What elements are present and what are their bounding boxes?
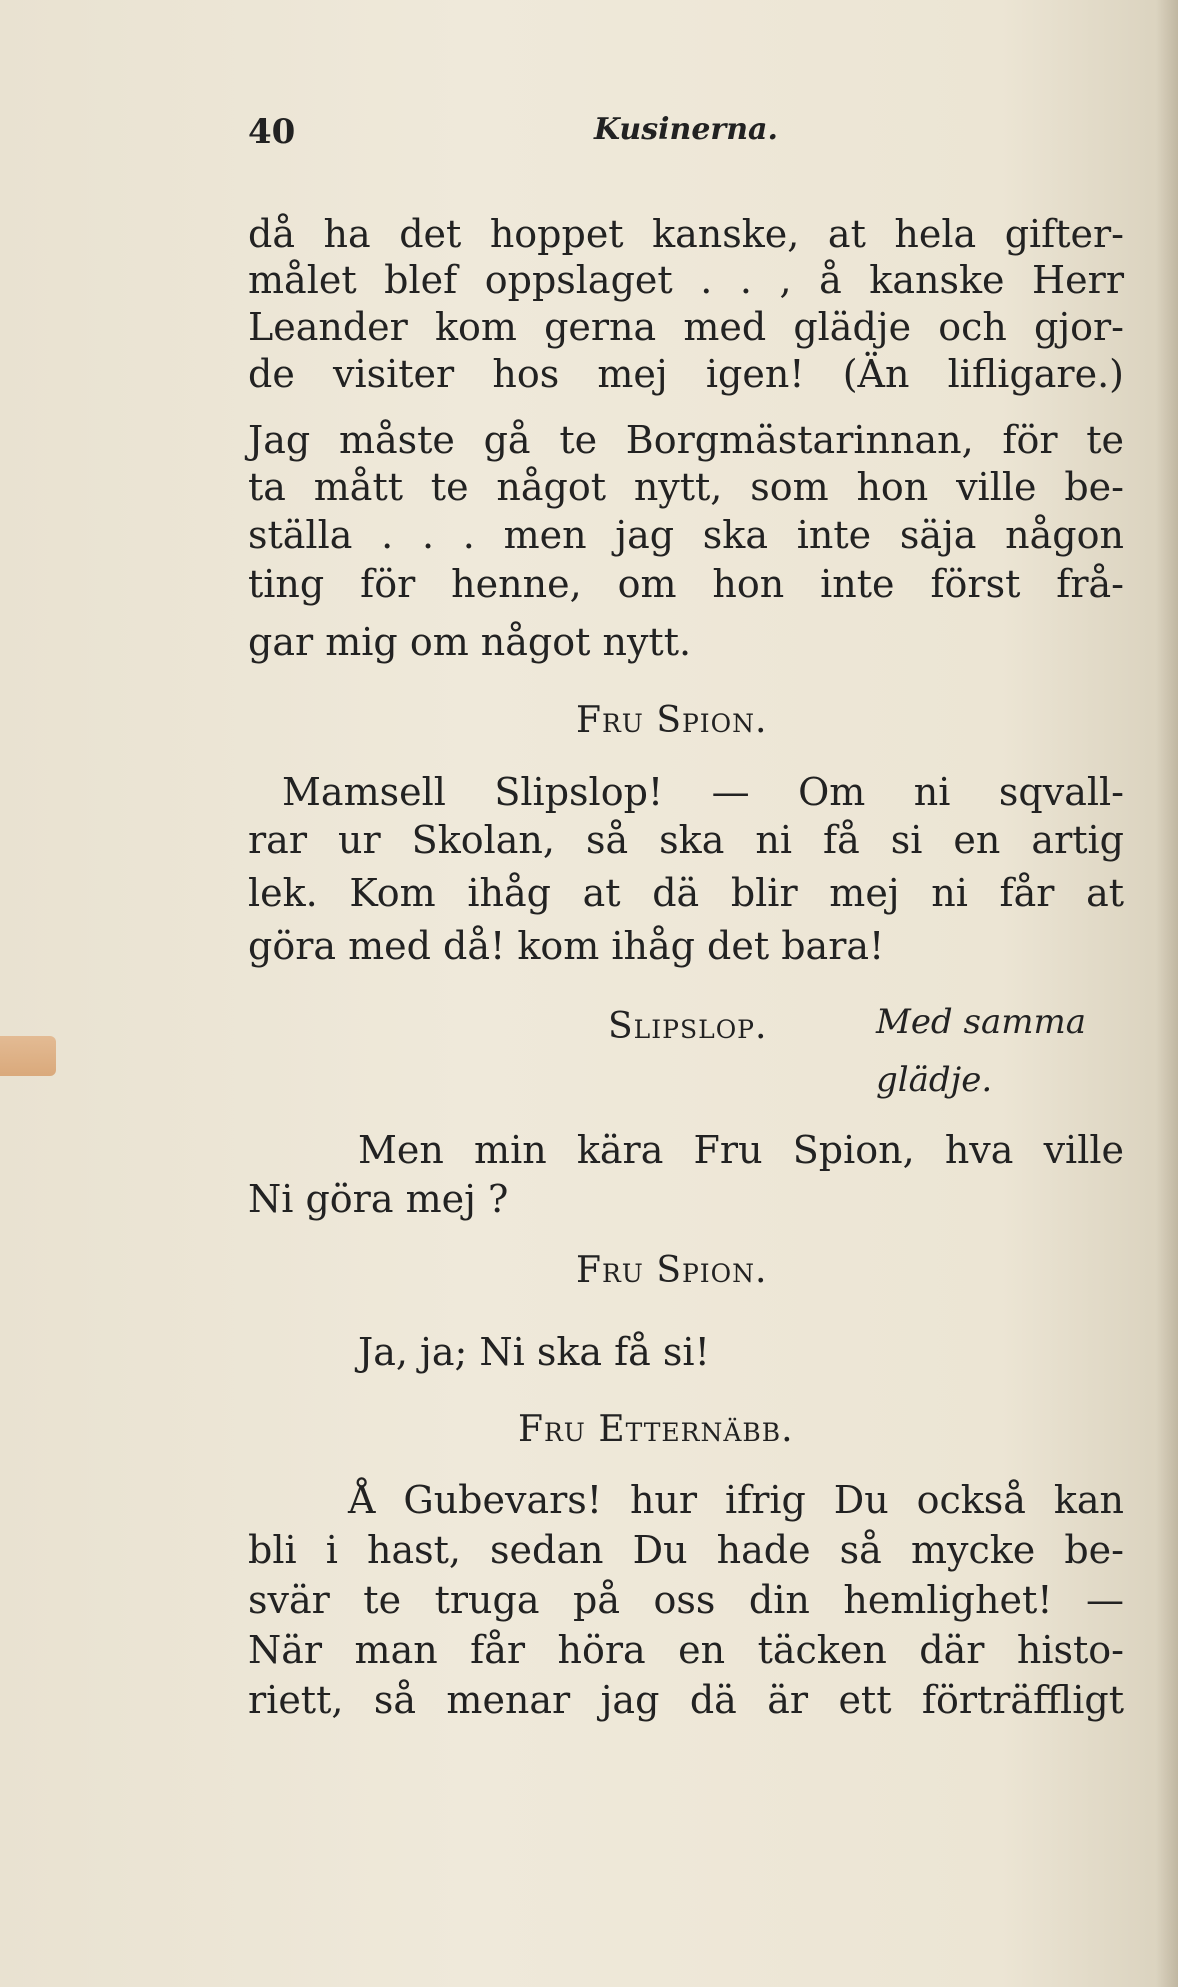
- text-line: riett, så menar jag dä är ett förträffligt: [248, 1678, 1124, 1722]
- text-line: Å Gubevars! hur ifrig Du också kan: [348, 1478, 1124, 1522]
- text-line: gar mig om något nytt.: [248, 620, 692, 664]
- speaker-name: Fru Spion.: [576, 1250, 768, 1291]
- speaker-name: Fru Spion.: [576, 700, 768, 741]
- text-line: rar ur Skolan, så ska ni få si en artig: [248, 818, 1124, 862]
- text-line: målet blef oppslaget . . , å kanske Herr: [248, 258, 1124, 302]
- text-line: Mamsell Slipslop! — Om ni sqvall-: [282, 770, 1124, 814]
- stage-direction: glädje.: [876, 1060, 993, 1100]
- stage-direction: Med samma: [876, 1002, 1086, 1042]
- text-line: Ni göra mej ?: [248, 1177, 509, 1221]
- text-line: Leander kom gerna med glädje och gjor-: [248, 305, 1124, 349]
- text-line: bli i hast, sedan Du hade så mycke be-: [248, 1528, 1124, 1572]
- speaker-name: Slipslop.: [608, 1006, 768, 1047]
- text-line: då ha det hoppet kanske, at hela gifter-: [248, 212, 1124, 256]
- text-line: de visiter hos mej igen! (Än lifligare.): [248, 352, 1124, 396]
- text-line: svär te truga på oss din hemlighet! —: [248, 1578, 1124, 1622]
- text-line: göra med då! kom ihåg det bara!: [248, 924, 885, 968]
- text-line: ställa . . . men jag ska inte säja någon: [248, 513, 1124, 557]
- text-line: Men min kära Fru Spion, hva ville: [358, 1128, 1124, 1172]
- running-head: Kusinerna.: [594, 112, 778, 147]
- text-line: Jag måste gå te Borgmästarinnan, för te: [248, 418, 1124, 462]
- text-line: ta mått te något nytt, som hon ville be-: [248, 465, 1124, 509]
- speaker-name: Fru Etternäbb.: [518, 1409, 794, 1450]
- text-line: Ja, ja; Ni ska få si!: [358, 1330, 710, 1374]
- bookmark-tab: [0, 1036, 56, 1076]
- page-number: 40: [248, 112, 296, 152]
- page-edge-shadow: [1156, 0, 1178, 1987]
- text-line: När man får höra en täcken där histo-: [248, 1628, 1124, 1672]
- text-line: ting för henne, om hon inte först frå-: [248, 562, 1124, 606]
- text-line: lek. Kom ihåg at dä blir mej ni får at: [248, 871, 1124, 915]
